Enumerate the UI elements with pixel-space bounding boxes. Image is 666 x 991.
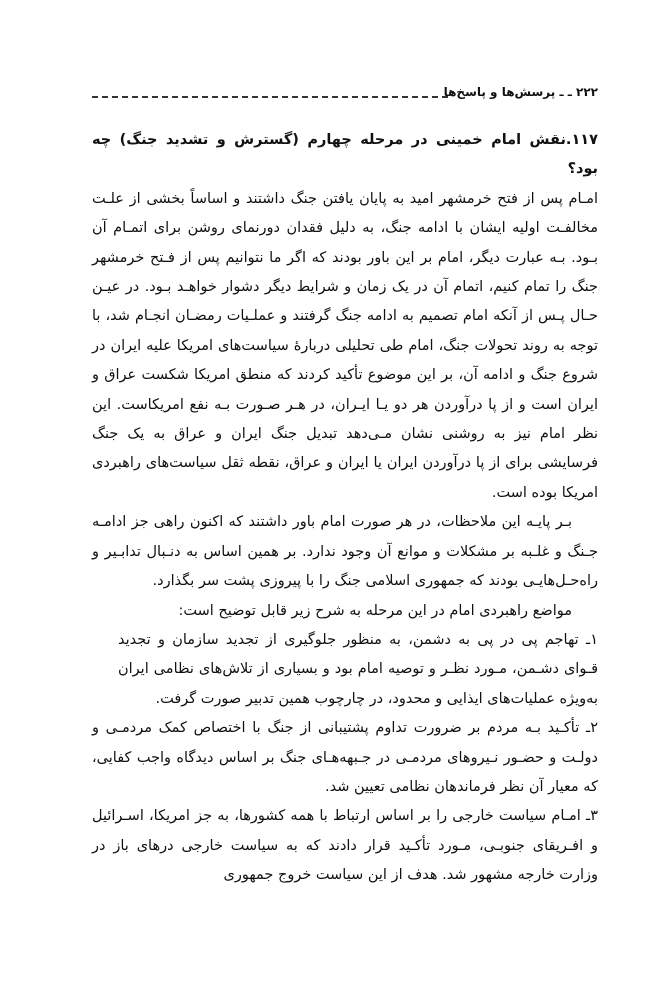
paragraph-positions-lead: مواضع راهبردی امام در این مرحله به شرح زیر قابل توضیح است: (178, 602, 572, 619)
question-title: ۱۱۷.نقش امام خمینی در مرحله چهارم (گسترش و تشدید جنگ) چه بود؟ (92, 132, 598, 178)
list-item-3: ۳ـ امـام سیاست خارجی را بر اساس ارتباط با همه کشورها، به جز امریکا، اسـرائیل و افـریقای جنوبـی، مـورد تأکـید قرار دادند که به سیاست خارجی درهای باز در وزارت خارجه مشهور شد. هدف از این سیاست خروج جمهوری (92, 808, 598, 884)
book-title: پرسش‌ها و پاسخ‌ها (443, 85, 556, 99)
header-separator: ـ ـ (555, 85, 572, 99)
page-number: ۲۲۲ (576, 85, 598, 99)
running-header (92, 82, 598, 104)
body-text (92, 126, 598, 891)
header-dashed-rule (92, 96, 448, 98)
list-item-2: ۲ـ تأکـید بـه مردم بر ضرورت تداوم پشتیبانی از جنگ با اختصاص کمک مردمـی و دولـت و حضـور نـیروهای مردمـی در جـبهه‌هـای جنگ بر اساس دیدگاه واجب کفایی، که معیار آن نظر فرماندهان نظامی تعیین شد. (92, 720, 598, 795)
paragraph-intro: امـام پس از فتح خرمشهر امید به پایان یافتن جنگ داشتند و اساساً بخشی از علـت مخالفـت اولیه ایشان با ادامه جنگ، به دلیل فقدان دورنمای روشن برای اتمـام آن بـود. بـه عبارت دیگر، امام بر این باور بودند که اگر ما نتوانیم پس از فـتح خرمشهر جنگ را تمام کنیم، اتمام آن در یک زمان و شرایط دیگر دشوار خواهـد بـود. در عیـن حـال پـس از آنکه امام تصمیم به ادامه جنگ گرفتند و عملـیات رمضـان انجـام شد، با توجه به روند تحولات جنگ، امام طی تحلیلی دربارهٔ سیاست‌های امریکا علیه ایران در شروع جنگ و ادامه آن، بر این موضوع تأکید کردند که منطق امریکا شکست عراق و ایران است و از پا درآوردن هر دو یـا ایـران، در هـر صـورت بـه نفع امریکاست. این نظر امام نیز به روشنی نشان مـی‌دهد تبدیل جنگ ایران و عراق به یک جنگ فرسایشی برای از پا درآوردن ایران یا ایران و عراق، نقطه ثقل سیاست‌های راهبردی امریکا بوده است. (92, 190, 598, 501)
header-label (436, 82, 598, 102)
paragraph-considerations: بـر پایـه این ملاحظات، در هر صورت امام باور داشتند که اکنون راهی جز ادامـه جـنگ و غلـبه بر مشکلات و موانع آن وجود ندارد. بر همین اساس به دنـبال تدابـیر و راه‌حـل‌هایـی بودند که جمهوری اسلامی جنگ را با پیروزی پشت سر بگذارد. (92, 514, 598, 590)
list-item-1: ۱ـ تهاجم پی در پی به دشمن، به منظور جلوگیری از تجدید سازمان و تجدید قـوای دشـمن، مـورد نظـر و توصیه امام بود و بسیاری از تلاش‌های نظامی ایران به‌ویژه عملیات‌های ایذایی و محدود، در چارچوب همین تدبیر صورت گرفت. (118, 631, 598, 707)
